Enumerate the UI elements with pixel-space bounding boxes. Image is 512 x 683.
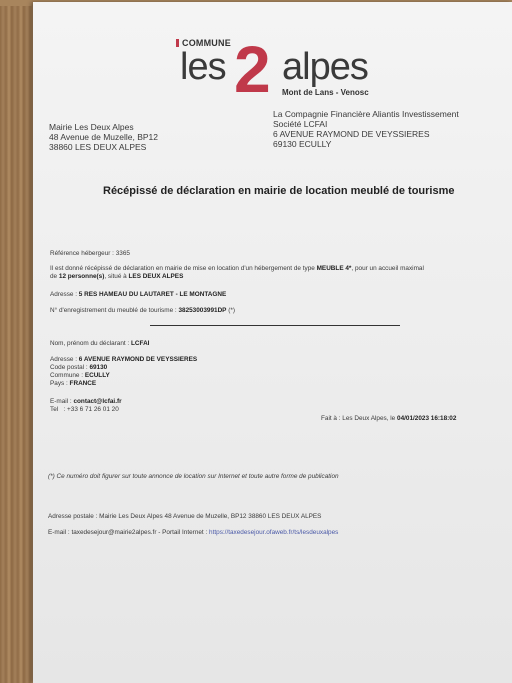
portal-link[interactable]: https://taxedesejour.ofaweb.fr/ts/lesdeuxalpes [209, 529, 339, 536]
footer-postal-address: Adresse postale : Mairie Les Deux Alpes 48 Avenue de Muzelle, BP12 38860 LES DEUX ALPES [48, 513, 322, 520]
declarant-address-block: Adresse : 6 AVENUE RAYMOND DE VEYSSIERES Code postal : 69130 Commune : ECULLY Pays : FRANCE [50, 356, 198, 387]
registration-number: N° d'enregistrement du meublé de tourisme : 38253003991DP (*) [50, 307, 235, 314]
footer-contact: E-mail : taxedesejour@mairie2alpes.fr - Portail Internet : https://taxedesejour.ofaweb.fr/ts/lesdeuxalpes [48, 529, 339, 536]
document-title: Récépissé de déclaration en mairie de location meublé de tourisme [103, 185, 455, 197]
host-reference: Référence hébergeur : 3365 [50, 250, 130, 257]
recipient-address: La Compagnie Financière Aliantis Investissement Société LCFAI 6 AVENUE RAYMOND DE VEYSSIERES 69130 ECULLY [273, 109, 459, 149]
logo-subtitle: Mont de Lans - Venosc [282, 88, 369, 97]
signature-place-date: Fait à : Les Deux Alpes, le 04/01/2023 16:18:02 [321, 415, 457, 422]
declarant-name: Nom, prénom du déclarant : LCFAI [50, 340, 150, 347]
logo-word-alpes: alpes [282, 46, 368, 88]
logo-digit-two [230, 36, 278, 98]
sender-address: Mairie Les Deux Alpes 48 Avenue de Muzelle, BP12 38860 LES DEUX ALPES [49, 122, 159, 152]
separator-rule [150, 325, 400, 326]
logo-commune-label: COMMUNE [176, 38, 231, 48]
footnote: (*) Ce numéro doit figurer sur toute annonce de location sur Internet et toute autre forme de publication [48, 473, 339, 480]
logo-word-les: les [180, 46, 226, 88]
logo-digit-text: 2 [234, 36, 271, 98]
declaration-paragraph: Il est donné récépissé de déclaration en mairie de mise en location d'un hébergement de type MEUBLE 4*, pour un accueil maximal de 12 personne(s), situé à LES DEUX ALPES [50, 265, 424, 280]
logo-accent-bar [176, 39, 179, 47]
wooden-table-surface [0, 0, 34, 683]
property-address: Adresse : 5 RES HAMEAU DU LAUTARET - LE MONTAGNE [50, 291, 227, 298]
declarant-contact: E-mail : contact@lcfai.fr Tel : +33 6 71 26 01 20 [50, 398, 122, 413]
